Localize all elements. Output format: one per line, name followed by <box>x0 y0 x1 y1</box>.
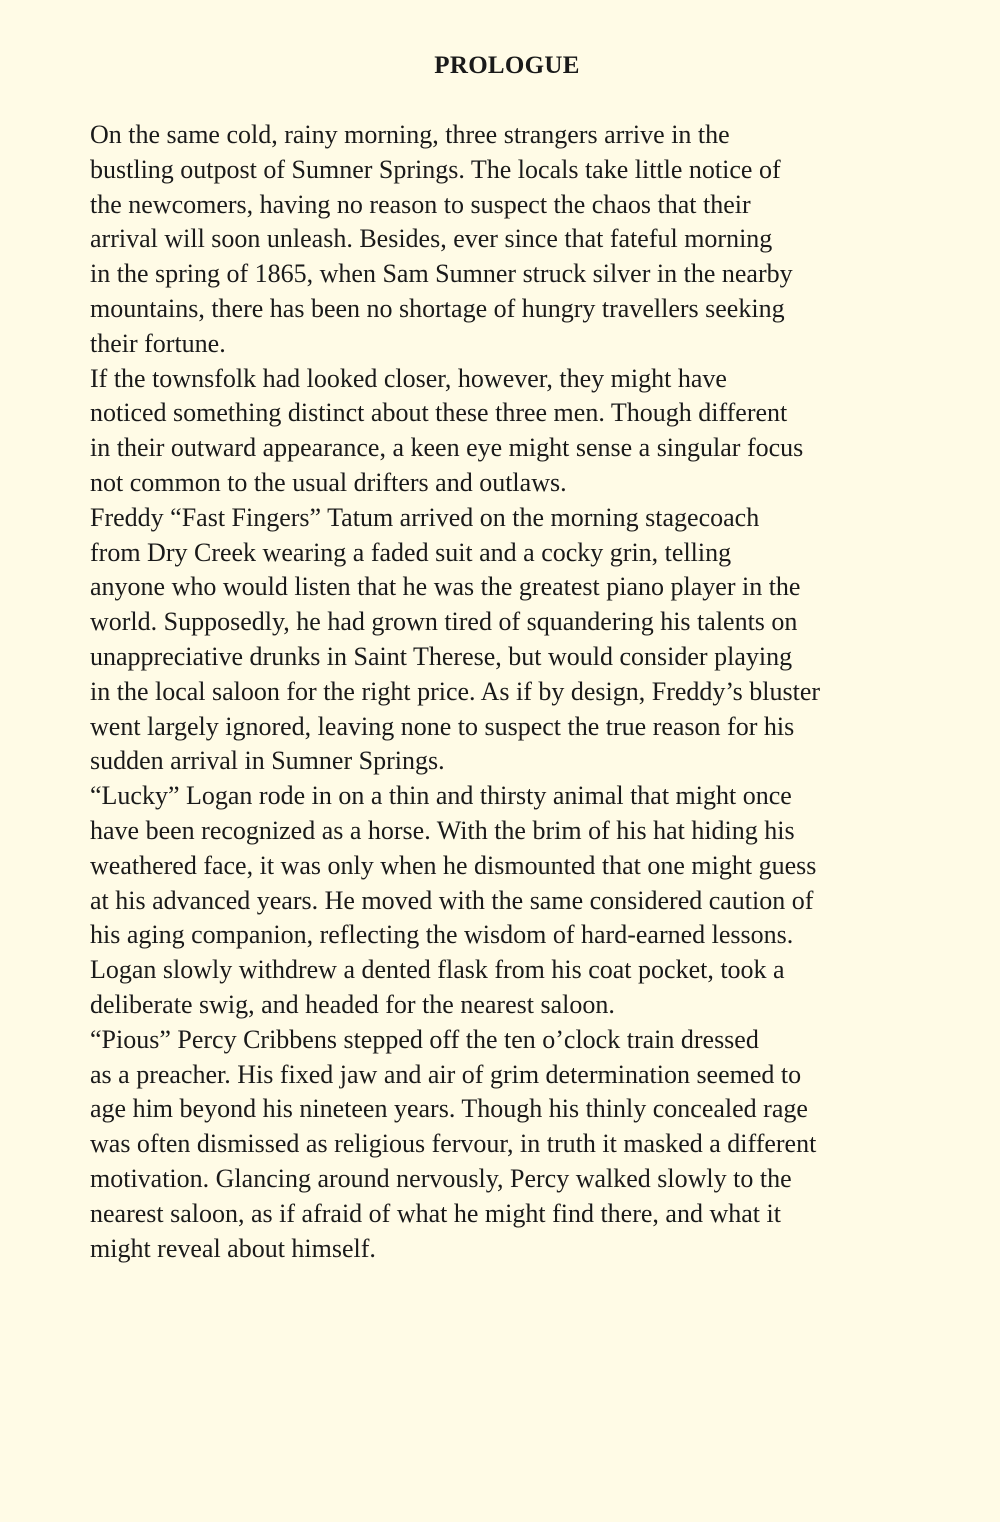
text-line: age him beyond his nineteen years. Though his thinly concealed rage <box>90 1094 808 1124</box>
text-line: as a preacher. His fixed jaw and air of grim determination seemed to <box>90 1059 802 1089</box>
text-line: might reveal about himself. <box>90 1233 376 1263</box>
text-line: anyone who would listen that he was the greatest piano player in the <box>90 572 801 602</box>
book-page <box>56 48 866 1266</box>
prologue-body <box>56 118 866 1266</box>
chapter-title: PROLOGUE <box>434 52 580 79</box>
text-line: their fortune. <box>90 328 226 358</box>
text-line: arrival will soon unleash. Besides, ever since that fateful morning <box>90 224 773 254</box>
text-line: bustling outpost of Sumner Springs. The locals take little notice of <box>90 154 781 184</box>
text-line: in the spring of 1865, when Sam Sumner struck silver in the nearby <box>90 259 793 289</box>
text-line: unappreciative drunks in Saint Therese, but would consider playing <box>90 641 793 671</box>
text-line: in the local saloon for the right price. As if by design, Freddy’s bluster <box>90 676 821 706</box>
text-line: “Pious” Percy Cribbens stepped off the ten o’clock train dressed <box>90 1024 759 1054</box>
text-line: have been recognized as a horse. With the brim of his hat hiding his <box>90 815 795 845</box>
paragraph-1 <box>56 118 866 362</box>
paragraph-5 <box>56 1023 866 1267</box>
text-line: not common to the usual drifters and outlaws. <box>90 467 567 497</box>
text-line: from Dry Creek wearing a faded suit and a cocky grin, telling <box>90 537 732 567</box>
paragraph-2 <box>56 362 866 501</box>
text-line: sudden arrival in Sumner Springs. <box>90 746 445 776</box>
paragraph-3 <box>56 501 866 779</box>
text-line: Logan slowly withdrew a dented flask from his coat pocket, took a <box>90 955 785 985</box>
text-line: in their outward appearance, a keen eye might sense a singular focus <box>90 433 804 463</box>
text-line: Freddy “Fast Fingers” Tatum arrived on the morning stagecoach <box>90 502 760 532</box>
text-line: the newcomers, having no reason to suspect the chaos that their <box>90 189 751 219</box>
text-line: noticed something distinct about these three men. Though different <box>90 398 788 428</box>
text-line: his aging companion, reflecting the wisdom of hard-earned lessons. <box>90 920 794 950</box>
text-line: “Lucky” Logan rode in on a thin and thirsty animal that might once <box>90 781 792 811</box>
text-line: was often dismissed as religious fervour, in truth it masked a different <box>90 1129 817 1159</box>
text-line: On the same cold, rainy morning, three strangers arrive in the <box>90 120 730 149</box>
paragraph-4 <box>56 779 866 1023</box>
text-line: world. Supposedly, he had grown tired of squandering his talents on <box>90 607 798 637</box>
text-line: mountains, there has been no shortage of hungry travellers seeking <box>90 293 785 323</box>
text-line: deliberate swig, and headed for the nearest saloon. <box>90 989 615 1019</box>
text-line: motivation. Glancing around nervously, Percy walked slowly to the <box>90 1163 792 1193</box>
text-line: weathered face, it was only when he dismounted that one might guess <box>90 850 817 880</box>
text-line: at his advanced years. He moved with the same considered caution of <box>90 885 814 915</box>
text-line: nearest saloon, as if afraid of what he might find there, and what it <box>90 1198 781 1228</box>
text-line: If the townsfolk had looked closer, however, they might have <box>90 363 727 393</box>
text-line: went largely ignored, leaving none to suspect the true reason for his <box>90 711 795 741</box>
